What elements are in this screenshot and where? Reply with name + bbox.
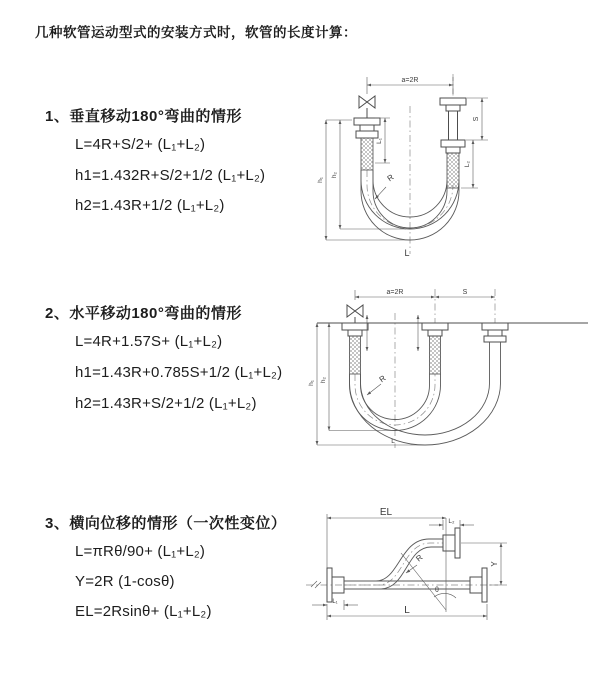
dim-label-L: L [391,438,395,445]
section-3-formula-Y: Y=2R (1-cosθ) [75,573,175,590]
page-title: 几种软管运动型式的安装方式时，软管的长度计算： [35,25,357,40]
hose-s-curve-displaced [344,539,443,589]
section-1-formula-h1: h1=1.432R+S/2+1/2 (L₁+L₂) [75,167,266,184]
section-2-formula-h2: h2=1.43R+S/2+1/2 (L₁+L₂) [75,395,257,412]
dim-label-S: S [473,116,480,122]
section-1-formula-h2: h2=1.43R+1/2 (L₁+L₂) [75,197,225,214]
section-3-formula-L: L=πRθ/90+ (L₁+L₂) [75,543,206,560]
diagram-lateral-displacement [298,498,600,660]
dim-label-R: R [377,373,388,385]
dim-label-R: R [414,552,425,564]
right-pipe-fitting [482,323,508,342]
diagram-horizontal-180-bend [303,283,600,468]
section-3-heading: 3、横向位移的情形（一次性变位） [45,515,287,532]
upper-right-flange [443,528,460,558]
section-2-formula-h1: h1=1.43R+0.785S+1/2 (L₁+L₂) [75,364,283,381]
centerlines [355,289,495,448]
section-3-formula-EL: EL=2Rsinθ+ (L₁+L₂) [75,603,212,620]
section-2-formula-L: L=4R+1.57S+ (L₁+L₂) [75,333,223,350]
left-pipe-fitting [342,323,368,374]
dim-label-L: L [404,605,410,616]
centerlines [306,543,498,585]
valve-symbol [359,96,375,118]
section-1-heading: 1、垂直移动180°弯曲的情形 [45,108,242,125]
section-2-heading: 2、水平移动180°弯曲的情形 [45,305,242,322]
dim-label-R: R [385,172,396,184]
dimension-lines [326,77,488,240]
section-1-formula-L: L=4R+S/2+ (L₁+L₂) [75,136,206,153]
dim-label-L: L [404,248,410,258]
dim-label-theta: θ [435,587,439,594]
dim-label-h2: h₂ [331,171,338,179]
dim-label-h2: h₂ [320,376,327,384]
dim-label-EL: EL [379,507,393,518]
valve-symbol [347,305,363,323]
dim-label-a2R: a=2R [386,289,404,296]
diagram-vertical-180-bend [306,68,593,263]
hose-u-bends [350,342,501,445]
dim-label-h1: h₁ [308,380,315,386]
dim-label-L1: L₁ [376,138,383,144]
dim-label-S: S [462,289,468,296]
right-pipe-fitting [440,98,466,188]
dim-label-h1: h₁ [317,177,324,183]
dim-label-L2: L₂ [464,160,471,168]
construction-lines [401,518,456,612]
dim-label-L1: L₁ [332,599,338,605]
dim-label-Y: Y [490,561,499,567]
middle-pipe-fitting [422,323,448,374]
dim-label-L2: L₂ [448,518,455,525]
dim-label-a2R: a=2R [401,77,419,84]
